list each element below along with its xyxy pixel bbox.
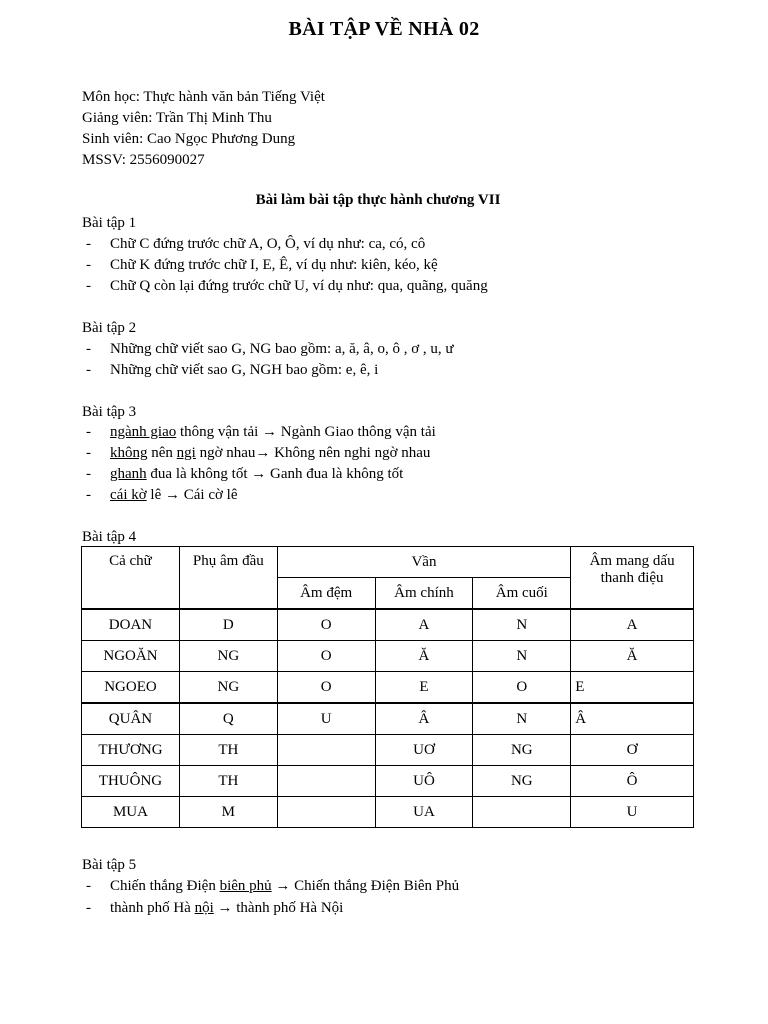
table-row <box>82 703 694 735</box>
cell-tone: Ô <box>571 766 694 797</box>
cell-main: A <box>375 609 473 641</box>
ex5-item: - Chiến thắng Điện biên phủ → Chiến thắng Điện Biên Phủ <box>86 878 460 894</box>
ex3-item: - ghanh đua là không tốt → Ganh đua là không tốt <box>86 466 404 482</box>
cell-medial <box>277 797 375 828</box>
page-title: BÀI TẬP VỀ NHÀ 02 <box>288 18 480 40</box>
cell-tone: Ơ <box>571 735 694 766</box>
cell-initial: NG <box>179 641 277 672</box>
cell-tone: U <box>571 797 694 828</box>
cell-medial: O <box>277 609 375 641</box>
cell-medial: U <box>277 703 375 735</box>
ex5-heading: Bài tập 5 <box>82 857 137 873</box>
cell-final <box>473 797 571 828</box>
cell-main: UA <box>375 797 473 828</box>
header-tone-bearer: Âm mang dấu thanh điệu <box>571 547 694 610</box>
ex1-item: - Chữ Q còn lại đứng trước chữ U, ví dụ như: qua, quãng, quăng <box>86 278 488 294</box>
ex2-heading: Bài tập 2 <box>82 320 137 336</box>
cell-tone: Â <box>571 703 694 735</box>
ex3-item: - cái kờ lê → Cái cờ lê <box>86 487 238 503</box>
header-main-vowel: Âm chính <box>375 578 473 610</box>
cell-final: NG <box>473 766 571 797</box>
table-row <box>82 609 694 641</box>
ex2-item: - Những chữ viết sao G, NGH bao gồm: e, ê, i <box>86 362 379 378</box>
header-medial: Âm đệm <box>277 578 375 610</box>
ex1-item: - Chữ K đứng trước chữ I, E, Ê, ví dụ như: kiên, kéo, kệ <box>86 257 438 273</box>
cell-whole: QUÂN <box>82 703 180 735</box>
ex3-item: - ngành giao thông vận tải → Ngành Giao thông vận tải <box>86 424 436 440</box>
ex2-item: - Những chữ viết sao G, NG bao gồm: a, ă, â, o, ô , ơ , u, ư <box>86 341 454 357</box>
cell-whole: NGOĂN <box>82 641 180 672</box>
header-whole-word: Cả chữ <box>82 547 180 610</box>
cell-main: Ă <box>375 641 473 672</box>
cell-initial: D <box>179 609 277 641</box>
cell-initial: NG <box>179 672 277 704</box>
cell-whole: THUÔNG <box>82 766 180 797</box>
cell-tone: Ă <box>571 641 694 672</box>
cell-medial: O <box>277 641 375 672</box>
cell-final: N <box>473 641 571 672</box>
student-line: Sinh viên: Cao Ngọc Phương Dung <box>82 131 296 147</box>
cell-whole: THƯƠNG <box>82 735 180 766</box>
cell-medial <box>277 735 375 766</box>
ex5-item: - thành phố Hà nội → thành phố Hà Nội <box>86 900 344 916</box>
cell-tone: A <box>571 609 694 641</box>
table-row <box>82 672 694 704</box>
section-subtitle: Bài làm bài tập thực hành chương VII <box>255 192 501 208</box>
subject-line: Môn học: Thực hành văn bản Tiếng Việt <box>82 89 325 105</box>
cell-main: E <box>375 672 473 704</box>
cell-initial: Q <box>179 703 277 735</box>
table-row <box>82 735 694 766</box>
cell-final: O <box>473 672 571 704</box>
cell-tone: E <box>571 672 694 704</box>
cell-initial: TH <box>179 766 277 797</box>
header-rhyme: Vần <box>277 547 570 578</box>
cell-final: NG <box>473 735 571 766</box>
cell-main: UƠ <box>375 735 473 766</box>
cell-main: UÔ <box>375 766 473 797</box>
ex3-item: - không nên ngi ngờ nhau→ Không nên nghi ngờ nhau <box>86 445 431 461</box>
header-initial-consonant: Phụ âm đầu <box>179 547 277 610</box>
cell-initial: M <box>179 797 277 828</box>
cell-medial: O <box>277 672 375 704</box>
cell-final: N <box>473 703 571 735</box>
ex3-heading: Bài tập 3 <box>82 404 137 420</box>
ex4-heading: Bài tập 4 <box>82 529 137 545</box>
cell-final: N <box>473 609 571 641</box>
table-row <box>82 766 694 797</box>
cell-whole: NGOEO <box>82 672 180 704</box>
cell-main: Â <box>375 703 473 735</box>
table-row <box>82 797 694 828</box>
ex1-item: - Chữ C đứng trước chữ A, O, Ô, ví dụ như: ca, có, cô <box>86 236 426 252</box>
cell-medial <box>277 766 375 797</box>
student-id-line: MSSV: 2556090027 <box>82 152 205 168</box>
table-row <box>82 641 694 672</box>
ex1-heading: Bài tập 1 <box>82 215 137 231</box>
cell-whole: DOAN <box>82 609 180 641</box>
syllable-table <box>81 546 694 828</box>
cell-initial: TH <box>179 735 277 766</box>
cell-whole: MUA <box>82 797 180 828</box>
header-final: Âm cuối <box>473 578 571 610</box>
lecturer-line: Giảng viên: Trần Thị Minh Thu <box>82 110 272 126</box>
